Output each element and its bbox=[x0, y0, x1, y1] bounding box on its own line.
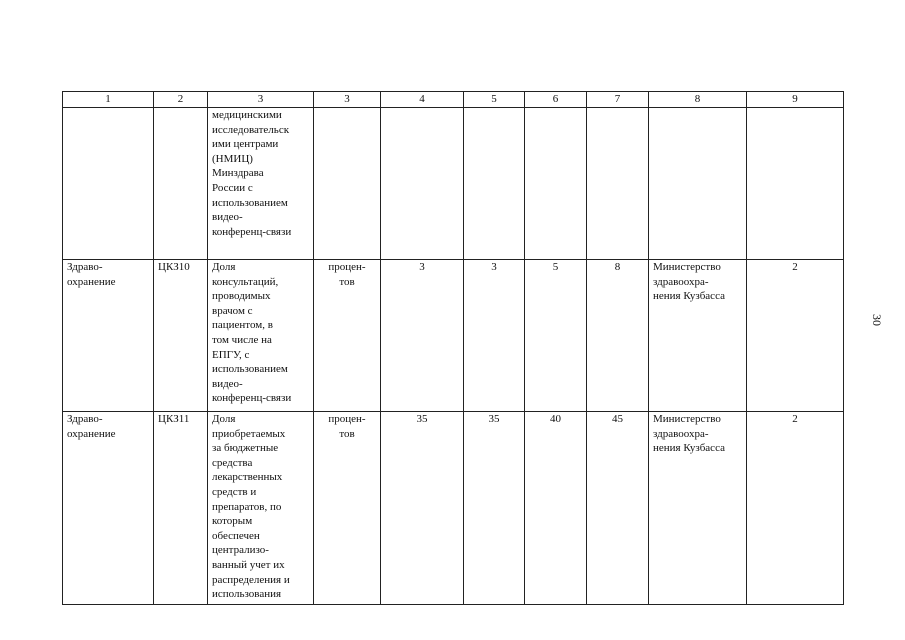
value-cell: 45 bbox=[587, 412, 649, 605]
table-row bbox=[63, 260, 844, 412]
indicator-name-cell: медицинскими исследовательск ими центрами (НМИЦ) Минздрава России с использованием видео- конференц-связи bbox=[208, 108, 314, 260]
ministry-cell: Министерство здравоохра- нения Кузбасса bbox=[649, 260, 747, 412]
indicator-name-cell: Доля консультаций, проводимых врачом с пациентом, в том числе на ЕПГУ, с использованием видео- конференц-связи bbox=[208, 260, 314, 412]
table-row bbox=[63, 412, 844, 605]
value-cell: 40 bbox=[525, 412, 587, 605]
value-cell: 35 bbox=[381, 412, 464, 605]
header-cell: 3 bbox=[314, 92, 381, 108]
value-cell: 3 bbox=[381, 260, 464, 412]
value-cell: 35 bbox=[464, 412, 525, 605]
indicator-name-cell: Доля приобретаемых за бюджетные средства лекарственных средств и препаратов, по которым обеспечен централизо- ванный учет их распределения и использования bbox=[208, 412, 314, 605]
header-cell: 5 bbox=[464, 92, 525, 108]
header-cell: 3 bbox=[208, 92, 314, 108]
value-cell: 3 bbox=[464, 260, 525, 412]
header-cell: 4 bbox=[381, 92, 464, 108]
indicators-table bbox=[62, 91, 844, 605]
code-cell bbox=[154, 108, 208, 260]
ministry-cell: Министерство здравоохра- нения Кузбасса bbox=[649, 412, 747, 605]
column9-cell bbox=[747, 108, 844, 260]
header-cell: 1 bbox=[63, 92, 154, 108]
value-cell: 8 bbox=[587, 260, 649, 412]
table-row bbox=[63, 108, 844, 260]
unit-cell: процен- тов bbox=[314, 260, 381, 412]
value-cell: 5 bbox=[525, 260, 587, 412]
value-cell bbox=[381, 108, 464, 260]
sector-cell: Здраво- охранение bbox=[63, 412, 154, 605]
ministry-cell bbox=[649, 108, 747, 260]
header-cell: 7 bbox=[587, 92, 649, 108]
header-cell: 2 bbox=[154, 92, 208, 108]
value-cell bbox=[464, 108, 525, 260]
code-cell: ЦКЗ11 bbox=[154, 412, 208, 605]
header-cell: 8 bbox=[649, 92, 747, 108]
column9-cell: 2 bbox=[747, 412, 844, 605]
table-header-row bbox=[63, 92, 844, 108]
column9-cell: 2 bbox=[747, 260, 844, 412]
header-cell: 6 bbox=[525, 92, 587, 108]
sector-cell: Здраво- охранение bbox=[63, 260, 154, 412]
page-number: 30 bbox=[870, 314, 884, 326]
unit-cell bbox=[314, 108, 381, 260]
value-cell bbox=[525, 108, 587, 260]
code-cell: ЦКЗ10 bbox=[154, 260, 208, 412]
sector-cell bbox=[63, 108, 154, 260]
value-cell bbox=[587, 108, 649, 260]
unit-cell: процен- тов bbox=[314, 412, 381, 605]
header-cell: 9 bbox=[747, 92, 844, 108]
